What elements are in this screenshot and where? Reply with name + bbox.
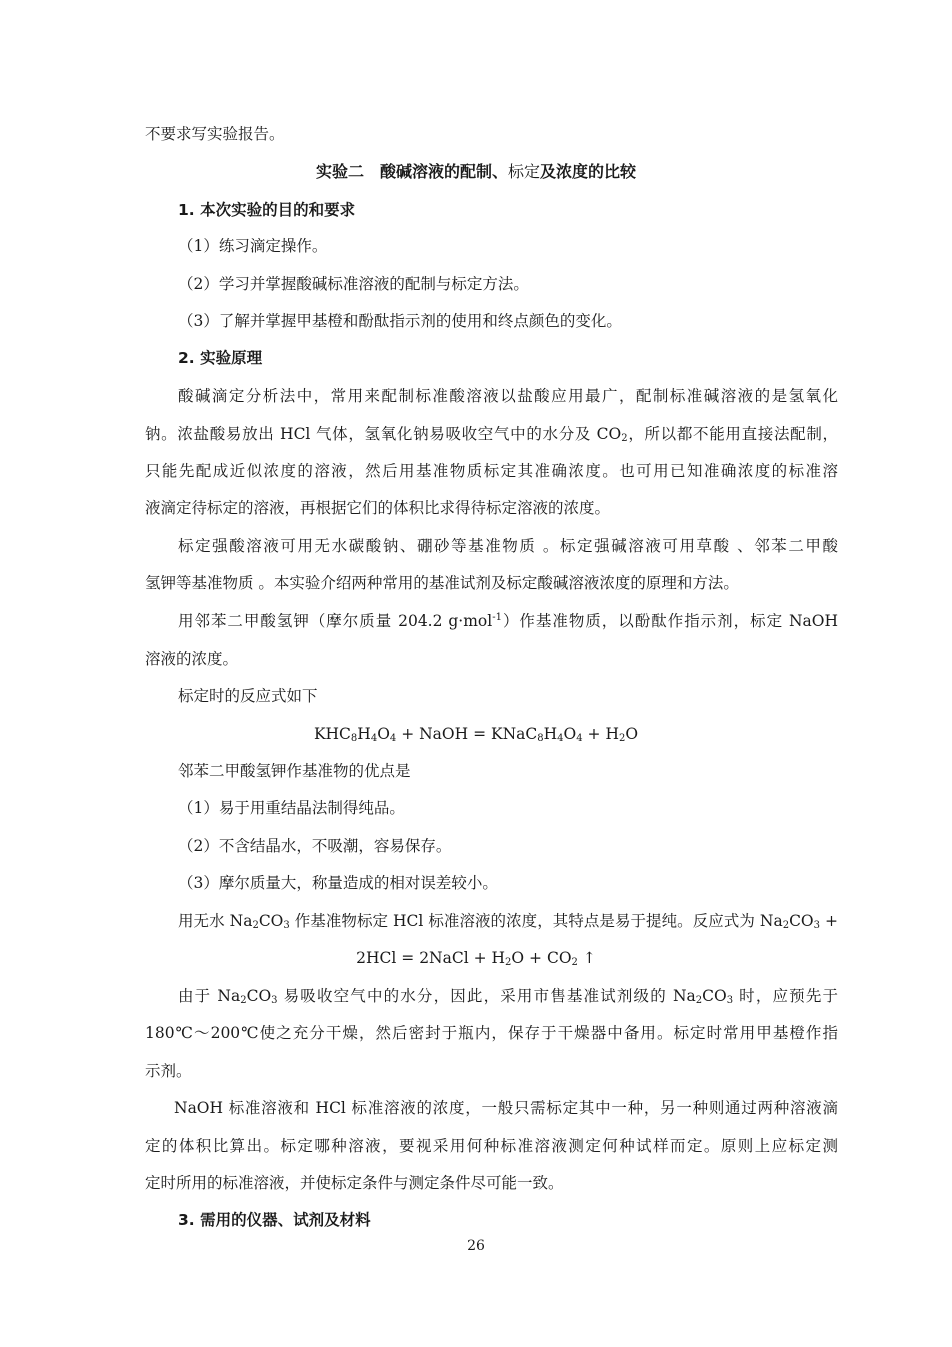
p1-line-2 — [145, 424, 838, 444]
section3-heading: 3. 需用的仪器、试剂及材料 — [178, 1211, 371, 1229]
title-plain: 标定 — [507, 162, 540, 181]
experiment-title — [0, 162, 952, 182]
page-number: 26 — [467, 1238, 485, 1254]
reaction-intro: 标定时的反应式如下 — [178, 687, 318, 705]
p6-line-1: NaOH 标准溶液和 HCl 标准溶液的浓度，一般只需标定其中一种，另一种则通过两种溶液滴 — [174, 1099, 838, 1117]
p5-line-3: 示剂。 — [145, 1062, 192, 1080]
equation-1: $KHC_8H_4O_4$ + NaOH = $KNaC_8H_4O_4 + H_2O$ — [313, 725, 639, 744]
title-bold-a: 实验二 酸碱溶液的配制、 — [315, 162, 508, 181]
p1-line-3: 只能先配成近似浓度的溶液，然后用基准物质标定其准确浓度。也可用已知准确浓度的标准溶 — [145, 462, 838, 480]
advantages-intro: 邻苯二甲酸氢钾作基准物的优点是 — [178, 762, 411, 780]
p5-line-1: 由于 $Na_2CO_3$ 易吸收空气中的水分，因此，采用市售基准试剂级的 $Na_2CO_3$ 时，应预先于 — [178, 987, 838, 1006]
p3-line-1 — [178, 611, 838, 631]
section1-heading: 1. 本次实验的目的和要求 — [178, 201, 356, 219]
title-bold-b: 及浓度的比较 — [540, 162, 637, 181]
p4-line-1: 用无水 $Na_2CO_3$ 作基准物标定 HCl 标准溶液的浓度，其特点是易于提纯。反应式为 $Na_2CO_3$ + — [178, 912, 838, 931]
p2-line-1: 标定强酸溶液可用无水碳酸钠、硼砂等基准物质 。标定强碱溶液可用草酸 、邻苯二甲酸 — [178, 537, 838, 555]
equation-2: 2HCl = 2NaCl + $H_2O + CO_2$ ↑ — [356, 949, 596, 968]
section2-heading: 2. 实验原理 — [178, 349, 263, 367]
p2-line-2: 氢钾等基准物质 。本实验介绍两种常用的基准试剂及标定酸碱溶液浓度的原理和方法。 — [145, 574, 739, 592]
top-line: 不要求写实验报告。 — [145, 125, 285, 143]
aim-item-3: （3）了解并掌握甲基橙和酚酞指示剂的使用和终点颜色的变化。 — [178, 312, 622, 330]
p3-a: 用邻苯二甲酸氢钾（摩尔质量 204.2 g·mol — [178, 612, 493, 630]
aim-item-1: （1）练习滴定操作。 — [178, 237, 328, 255]
p1-line-2a: 钠。浓盐酸易放出 HCl 气体，氢氧化钠易吸收空气中的水分及 CO — [145, 425, 622, 443]
p6-line-2: 定的体积比算出。标定哪种溶液，要视采用何种标准溶液测定何种试样而定。原则上应标定测 — [145, 1137, 838, 1155]
p3-b: ）作基准物质，以酚酞作指示剂，标定 NaOH — [501, 612, 838, 630]
p1-line-4: 液滴定待标定的溶液，再根据它们的体积比求得待标定溶液的浓度。 — [145, 499, 611, 517]
p1-line-1: 酸碱滴定分析法中，常用来配制标准酸溶液以盐酸应用最广，配制标准碱溶液的是氢氧化 — [178, 387, 838, 405]
p3-line-2: 溶液的浓度。 — [145, 650, 239, 668]
p6-line-3: 定时所用的标准溶液，并使标定条件与测定条件尽可能一致。 — [145, 1174, 564, 1192]
p5-line-2: 180℃～200℃使之充分干燥，然后密封于瓶内，保存于干燥器中备用。标定时常用甲基橙作指 — [145, 1024, 838, 1042]
p1-line-2b: ，所以都不能用直接法配制， — [627, 425, 838, 443]
advantage-1: （1）易于用重结晶法制得纯品。 — [178, 799, 405, 817]
aim-item-2: （2）学习并掌握酸碱标准溶液的配制与标定方法。 — [178, 275, 529, 293]
advantage-2: （2）不含结晶水，不吸潮，容易保存。 — [178, 837, 452, 855]
p3-sup: -1 — [492, 612, 502, 623]
advantage-3: （3）摩尔质量大，称量造成的相对误差较小。 — [178, 874, 498, 892]
p1-sub: 2 — [621, 433, 628, 444]
